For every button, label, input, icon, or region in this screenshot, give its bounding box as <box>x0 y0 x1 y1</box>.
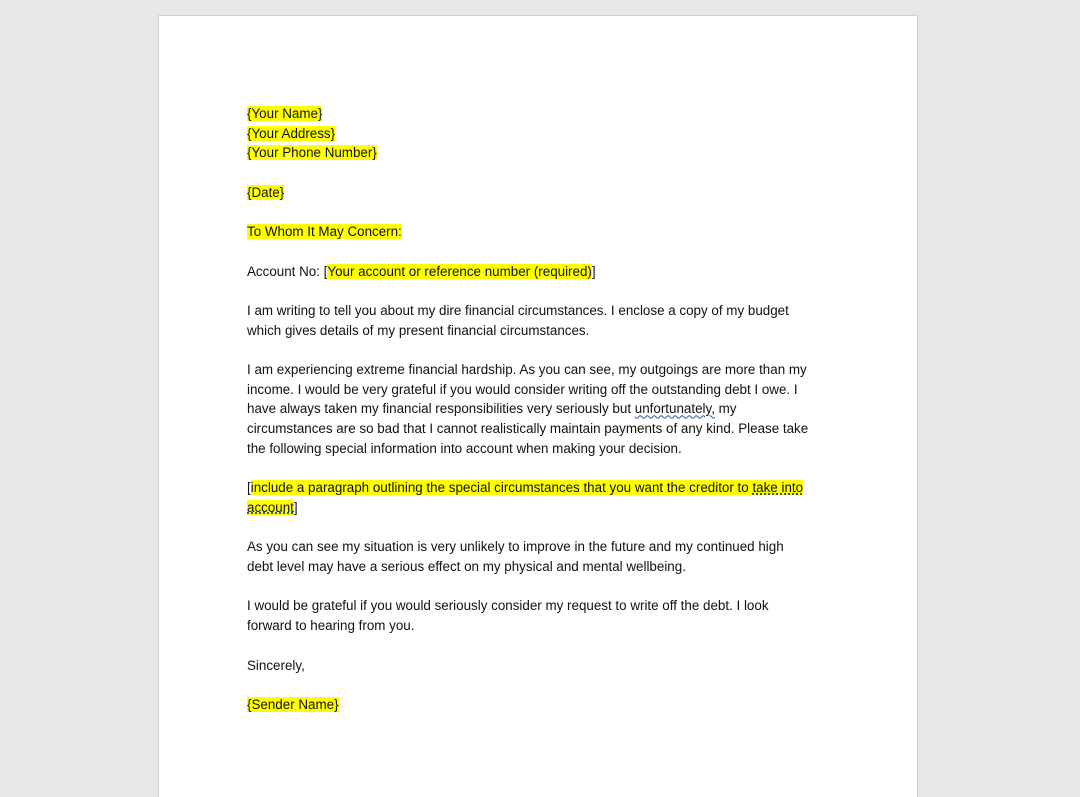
paragraph-line <box>247 478 847 498</box>
account-label: Account No: [ <box>247 263 328 279</box>
close-bracket: ] <box>293 499 298 515</box>
paragraph-hardship <box>247 360 847 459</box>
paragraph-line: the following special information into account when making your decision. <box>247 440 682 456</box>
placeholder-text: include a paragraph outlining the special circumstances that you want the creditor to <box>250 480 753 496</box>
document-page[interactable] <box>158 15 918 797</box>
paragraph-line: income. I would be very grateful if you would consider writing off the outstanding debt I owe. I <box>247 381 798 397</box>
paragraph-line <box>247 498 847 518</box>
salutation-line <box>247 222 847 242</box>
paragraph-request <box>247 596 847 635</box>
paragraph-line: debt level may have a serious effect on my physical and mental wellbeing. <box>247 559 686 575</box>
paragraph-line: I am writing to tell you about my dire financial circumstances. I enclose a copy of my budget <box>247 302 789 318</box>
account-line <box>247 262 847 282</box>
sender-phone-placeholder: {Your Phone Number} <box>247 145 377 161</box>
signature-line <box>247 695 847 715</box>
sender-address-placeholder: {Your Address} <box>247 125 336 141</box>
paragraph-line: As you can see my situation is very unlikely to improve in the future and my continued high <box>247 539 784 555</box>
paragraph-line: which gives details of my present financial circumstances. <box>247 322 590 338</box>
paragraph-line: I would be grateful if you would seriously consider my request to write off the debt. I look <box>247 598 769 614</box>
paragraph-line <box>247 399 847 419</box>
account-close-bracket: ] <box>591 263 596 279</box>
closing-line: Sincerely, <box>247 657 305 673</box>
grammar-flagged-phrase[interactable]: account <box>247 499 294 515</box>
sender-block <box>247 104 847 163</box>
paragraph-line: I am experiencing extreme financial hardship. As you can see, my outgoings are more than my <box>247 362 807 378</box>
paragraph-line: forward to hearing from you. <box>247 618 415 634</box>
account-number-placeholder: Your account or reference number (required) <box>327 263 592 279</box>
text-run: my <box>714 401 737 417</box>
salutation: To Whom It May Concern: <box>247 224 402 240</box>
paragraph-outlook <box>247 537 847 576</box>
paragraph-budget <box>247 301 847 340</box>
date-line <box>247 183 847 203</box>
text-run: have always taken my financial responsibilities very seriously but <box>247 401 635 417</box>
paragraph-line: circumstances are so bad that I cannot realistically maintain payments of any kind. Please take <box>247 421 809 437</box>
sender-name-placeholder: {Your Name} <box>247 106 323 121</box>
date-placeholder: {Date} <box>247 184 285 200</box>
spelling-flagged-word[interactable]: unfortunately, <box>634 401 715 417</box>
special-circumstances-placeholder <box>247 478 847 517</box>
open-bracket: [ <box>247 480 251 496</box>
grammar-flagged-phrase[interactable]: take into <box>752 480 804 496</box>
letter-body[interactable] <box>247 104 847 715</box>
sender-signature-placeholder: {Sender Name} <box>247 696 339 712</box>
